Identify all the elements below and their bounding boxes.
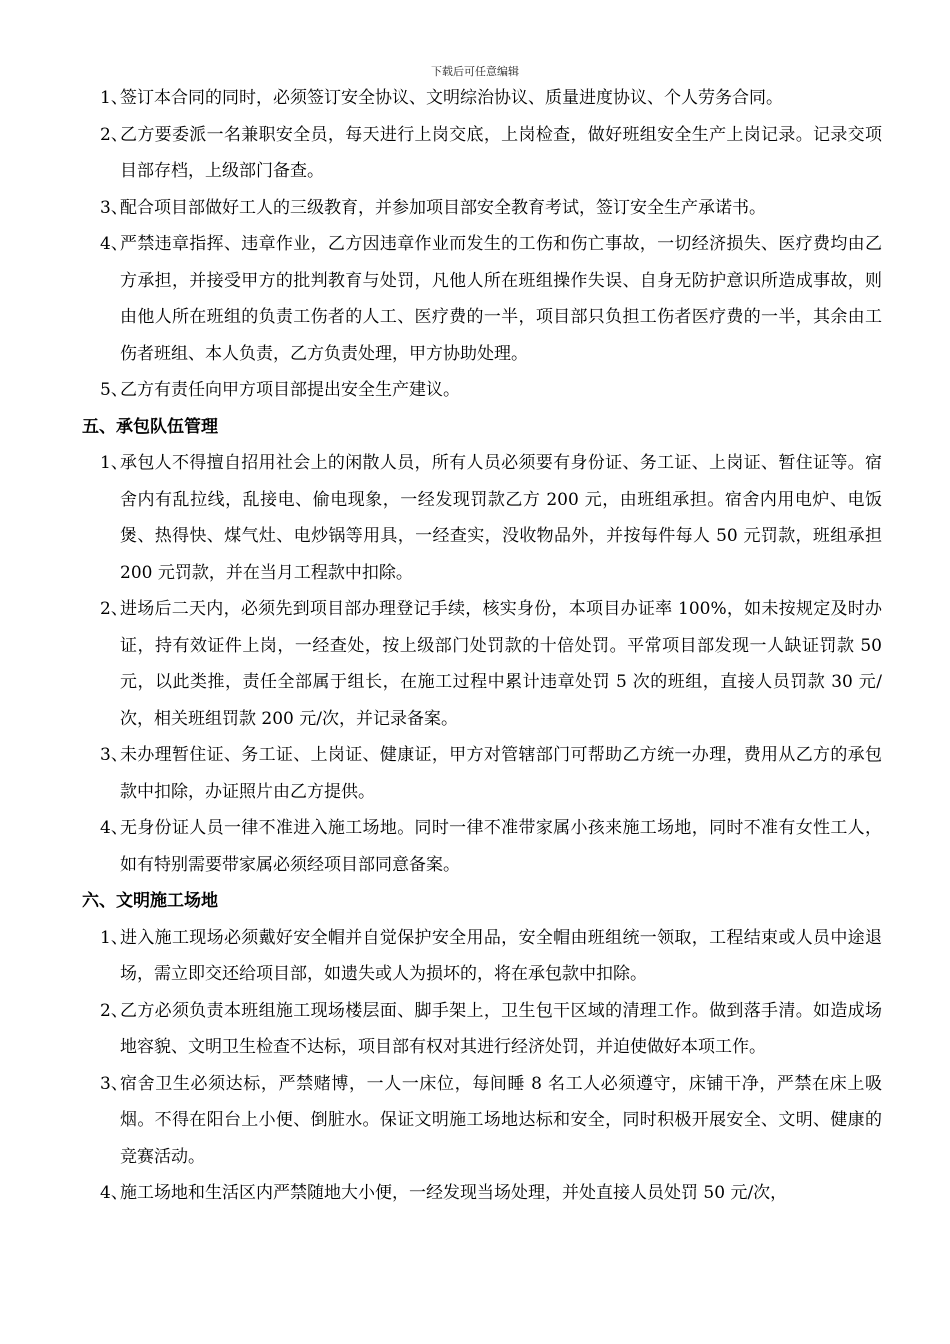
list-item	[82, 737, 882, 810]
section-heading-civilized-site: 六、文明施工场地	[82, 891, 218, 911]
item-text: 无身份证人员一律不准进入施工场地。同时一律不准带家属小孩来施工场地，同时不准有女性工人，如有特别需要带家属必须经项目部同意备案。	[120, 818, 882, 875]
item-number: 4、	[100, 1183, 128, 1203]
item-number: 4、	[100, 234, 128, 254]
item-text: 施工场地和生活区内严禁随地大小便，一经发现当场处理，并处直接人员处罚 50 元/次，	[120, 1183, 788, 1203]
list-item	[82, 993, 882, 1066]
item-text: 签订本合同的同时，必须签订安全协议、文明综治协议、质量进度协议、个人劳务合同。	[120, 88, 783, 108]
list-item	[82, 226, 882, 372]
item-number: 1、	[100, 88, 128, 108]
list-item	[82, 190, 882, 227]
list-item	[82, 80, 882, 117]
item-text: 配合项目部做好工人的三级教育，并参加项目部安全教育考试，签订安全生产承诺书。	[120, 197, 766, 218]
item-text: 严禁违章指挥、违章作业，乙方因违章作业而发生的工伤和伤亡事故，一切经济损失、医疗费均由乙方承担，并接受甲方的批判教育与处罚，凡他人所在班组操作失误、自身无防护意识所造成事故，则由他人所在班组的负责工伤者的人工、医疗费的一半，项目部只负担工伤者医疗费的一半，其余由工伤者班组、本人负责，乙方负责处理，甲方协助处理。	[120, 234, 882, 364]
list-item	[82, 810, 882, 883]
item-number: 2、	[100, 599, 128, 619]
item-number: 4、	[100, 818, 128, 838]
item-text: 乙方必须负责本班组施工现场楼层面、脚手架上，卫生包干区域的清理工作。做到落手清。如造成场地容貌、文明卫生检查不达标，项目部有权对其进行经济处罚，并迫使做好本项工作。	[120, 1000, 882, 1057]
item-text: 承包人不得擅自招用社会上的闲散人员，所有人员必须要有身份证、务工证、上岗证、暂住证等。宿舍内有乱拉线，乱接电、偷电现象，一经发现罚款乙方 200 元，由班组承担。宿舍内用电炉、电饭煲、热得快、煤气灶、电炒锅等用具，一经查实，没收物品外，并按每件每人 50 元罚款，班组承担 200 元罚款，并在当月工程款中扣除。	[120, 453, 883, 583]
item-text: 乙方有责任向甲方项目部提出安全生产建议。	[120, 380, 460, 400]
list-item	[82, 591, 882, 737]
item-number: 3、	[100, 745, 128, 765]
page-header: 下载后可任意编辑	[431, 65, 519, 78]
list-item	[82, 1066, 882, 1176]
item-text: 进场后二天内，必须先到项目部办理登记手续，核实身份，本项目办证率 100%，如未按规定及时办证，持有效证件上岗，一经查处，按上级部门处罚款的十倍处罚。平常项目部发现一人缺证罚款 50 元，以此类推，责任全部属于组长，在施工过程中累计违章处罚 5 次的班组，直接人员罚款 30 元/次，相关班组罚款 200 元/次，并记录备案。	[120, 599, 882, 729]
item-text: 宿舍卫生必须达标，严禁赌博，一人一床位，每间睡 8 名工人必须遵守，床铺干净，严禁在床上吸烟。不得在阳台上小便、倒脏水。保证文明施工场地达标和安全，同时积极开展安全、文明、健康的竞赛活动。	[120, 1073, 882, 1167]
item-text: 乙方要委派一名兼职安全员，每天进行上岗交底，上岗检查，做好班组安全生产上岗记录。记录交项目部存档，上级部门备查。	[120, 124, 882, 181]
list-item	[82, 117, 882, 190]
list-item	[82, 372, 882, 409]
document-body	[82, 80, 882, 1212]
item-number: 2、	[100, 124, 128, 145]
item-number: 2、	[100, 1000, 128, 1021]
item-number: 5、	[100, 380, 128, 400]
list-item	[82, 445, 882, 591]
list-item	[82, 920, 882, 993]
item-text: 未办理暂住证、务工证、上岗证、健康证，甲方对管辖部门可帮助乙方统一办理，费用从乙方的承包款中扣除，办证照片由乙方提供。	[120, 745, 882, 802]
list-item	[82, 1175, 882, 1212]
item-number: 1、	[100, 453, 128, 473]
item-text: 进入施工现场必须戴好安全帽并自觉保护安全用品，安全帽由班组统一领取，工程结束或人员中途退场，需立即交还给项目部，如遗失或人为损坏的，将在承包款中扣除。	[120, 927, 882, 984]
item-number: 3、	[100, 197, 128, 218]
section-heading-team-management: 五、承包队伍管理	[82, 416, 218, 437]
item-number: 1、	[100, 927, 128, 948]
item-number: 3、	[100, 1073, 128, 1094]
